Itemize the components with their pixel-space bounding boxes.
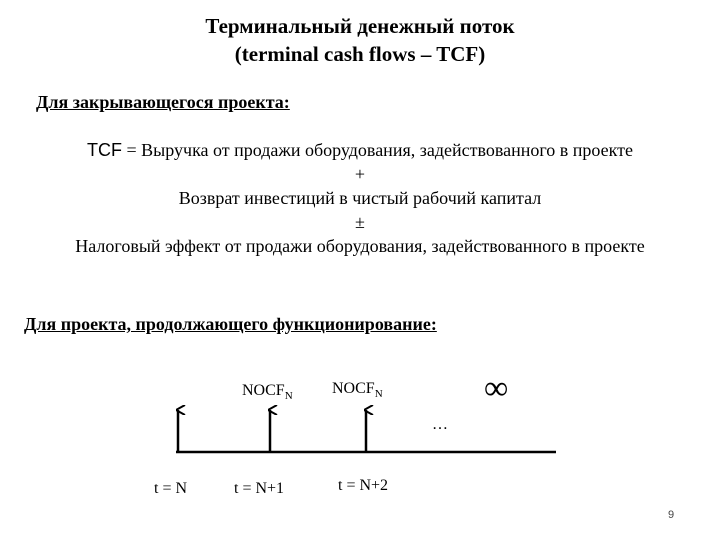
time-label-n-plus-1: t = N+1 <box>234 480 285 497</box>
formula-line-1-text: = Выручка от продажи оборудования, задействованного в проекте <box>122 140 633 160</box>
formula-line-3: Налоговый эффект от продажи оборудования, задействованного в проекте <box>75 236 645 256</box>
section2-heading: Для проекта, продолжающего функционирование: <box>24 314 437 334</box>
ellipsis: … <box>432 416 448 433</box>
title-line-1: Терминальный денежный поток <box>205 14 515 38</box>
time-label-n-plus-2: t = N+2 <box>338 477 389 494</box>
infinity-symbol: ∞ <box>484 370 509 407</box>
time-label-n: t = N <box>154 480 188 497</box>
formula-tcf: TCF <box>87 140 122 160</box>
nocf-label-1: $NOCF_N$ <box>242 382 293 403</box>
formula-plus: + <box>354 164 366 184</box>
formula-line-2: Возврат инвестиций в чистый рабочий капитал <box>178 188 542 208</box>
formula-plusminus: ± <box>355 212 365 232</box>
nocf-label-2: $NOCF_N$ <box>332 380 383 401</box>
section1-heading: Для закрывающегося проекта: <box>36 92 290 112</box>
page-number: 9 <box>668 509 675 521</box>
title-line-2: (terminal cash flows – TCF) <box>234 42 486 66</box>
